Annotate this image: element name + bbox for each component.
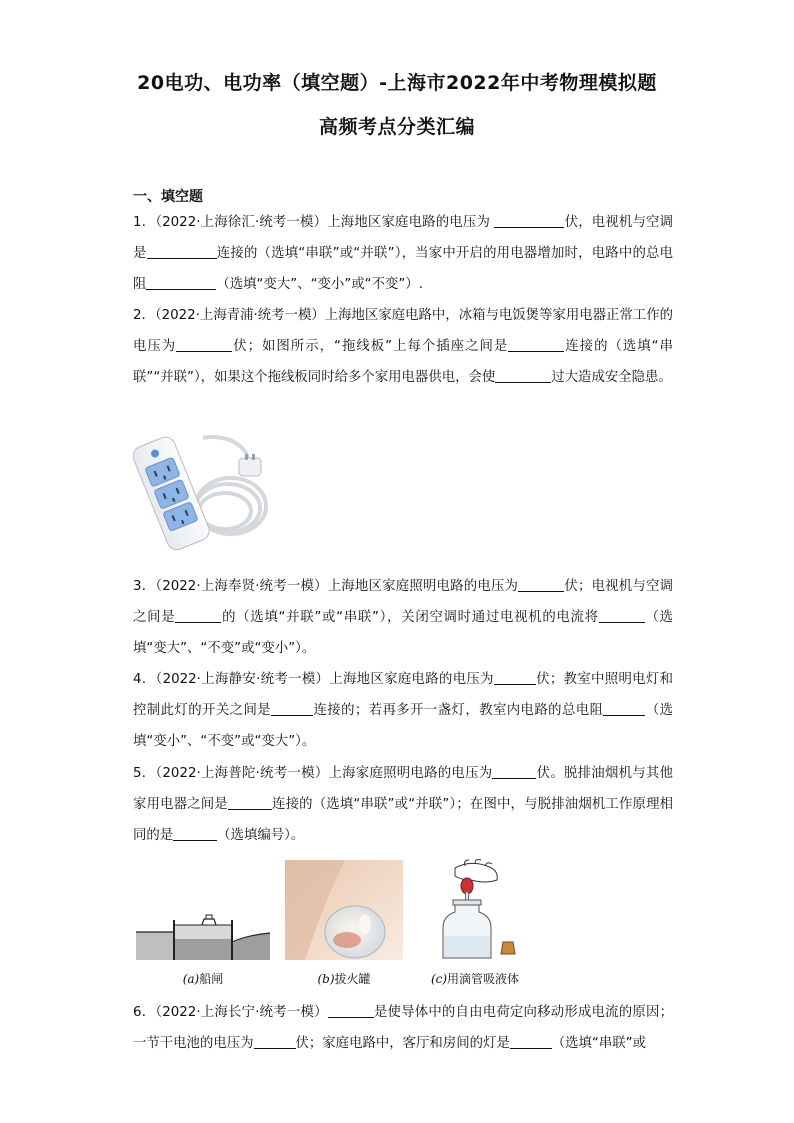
q5-blank-1: [492, 764, 536, 779]
q6-text-b: 是使导体中的自由电荷定向移动形成电流的原因；一节干电池的电压为: [133, 1005, 673, 1051]
q5-text-c: 连接的（选填“串联”或“并联”）；在图中，与脱排油烟机工作原理相同的是: [133, 797, 674, 843]
q2-text-b: 伏；如图所示，“拖线板”上每个插座之间是: [232, 339, 509, 354]
question-2: [133, 300, 673, 393]
q4-text-d: （选填“变小”、“不变”或“变大”）。: [133, 703, 674, 749]
question-5: [133, 758, 673, 851]
caption-c: [415, 970, 535, 987]
q1-blank-2: [147, 244, 217, 259]
q5-blank-3: [173, 826, 217, 841]
q2-blank-2: [508, 337, 564, 352]
q1-text-b: 伏，电视机与空调是: [133, 215, 673, 261]
cupping-photo: [285, 860, 403, 960]
q2-blank-3: [495, 368, 551, 383]
caption-a-label: (a): [182, 972, 200, 986]
q4-blank-1: [494, 670, 536, 685]
q4-text-a: 4．（2022·上海静安·统考一模）上海地区家庭电路的电压为: [133, 672, 494, 687]
caption-a: [136, 970, 270, 987]
dropper-figure: [425, 858, 525, 962]
question-3: [133, 571, 673, 664]
q4-blank-2: [271, 701, 313, 716]
q2-text-c: 连接的（选填“串联”“并联”），如果这个拖线板同时给多个家用电器供电，会使: [133, 339, 674, 385]
q3-text-c: 的（选填“并联”或“串联”），关闭空调时通过电视机的电流将: [221, 610, 599, 625]
power-strip-image: [133, 428, 273, 558]
q5-text-d: （选填编号）。: [217, 828, 305, 843]
q6-blank-1: [328, 1003, 374, 1018]
q4-blank-3: [603, 701, 645, 716]
q3-blank-3: [599, 608, 645, 623]
caption-c-text: 用滴管吸液体: [447, 972, 520, 986]
question-4: [133, 664, 673, 757]
page-subtitle: 高频考点分类汇编: [318, 116, 475, 138]
q5-text-a: 5．（2022·上海普陀·统考一模）上海家庭照明电路的电压为: [133, 766, 493, 781]
question-1: [133, 207, 673, 300]
q2-blank-1: [176, 337, 232, 352]
q6-text-a: 6．（2022·上海长宁·统考一模）: [133, 1005, 328, 1020]
q3-text-d: （选填“变大”、“不变”或“变小”）。: [133, 610, 674, 656]
q4-text-c: 连接的；若再多开一盏灯，教室内电路的总电阻: [313, 703, 604, 718]
q1-text-c: 连接的（选填“串联”或“并联”），当家中开启的用电器增加时，电路中的总电阻: [133, 246, 674, 292]
question-6: [133, 997, 673, 1059]
q1-text-a: 1．（2022·上海徐汇·统考一模）上海地区家庭电路的电压为: [133, 215, 495, 230]
q5-blank-2: [228, 795, 272, 810]
q2-text-a: 2．（2022·上海青浦·统考一模）上海地区家庭电路中，冰箱与电饭煲等家用电器正常工作的电压为: [133, 308, 673, 354]
caption-b-label: (b): [317, 972, 335, 986]
caption-b-text: 拔火罐: [334, 972, 371, 986]
q5-text-b: 伏。脱排油烟机与其他家用电器之间是: [133, 766, 673, 812]
q4-text-b: 伏；教室中照明电灯和控制此灯的开关之间是: [133, 672, 673, 718]
q1-text-d: （选填“变大”、“变小”或“不变”）.: [216, 277, 423, 292]
q6-blank-2: [254, 1034, 296, 1049]
ship-lock-figure: [136, 905, 270, 960]
caption-a-text: 船闸: [199, 972, 224, 986]
page-title: 20电功、电功率（填空题）-上海市2022年中考物理模拟题: [137, 72, 657, 94]
q6-text-d: （选填“串联”或: [551, 1036, 646, 1051]
q3-blank-2: [175, 608, 221, 623]
q6-text-c: 伏；家庭电路中，客厅和房间的灯是: [295, 1036, 510, 1051]
q3-blank-1: [518, 577, 564, 592]
q1-blank-3: [146, 275, 216, 290]
q3-text-b: 伏；电视机与空调之间是: [133, 579, 673, 625]
q1-blank-1: [494, 213, 564, 228]
caption-c-label: (c): [430, 972, 448, 986]
caption-b: [285, 970, 403, 987]
q3-text-a: 3．（2022·上海奉贤·统考一模）上海地区家庭照明电路的电压为: [133, 579, 519, 594]
q6-blank-3: [510, 1034, 552, 1049]
section-heading: 一、填空题: [133, 189, 203, 205]
q2-text-d: 过大造成安全隐患。: [551, 370, 672, 385]
